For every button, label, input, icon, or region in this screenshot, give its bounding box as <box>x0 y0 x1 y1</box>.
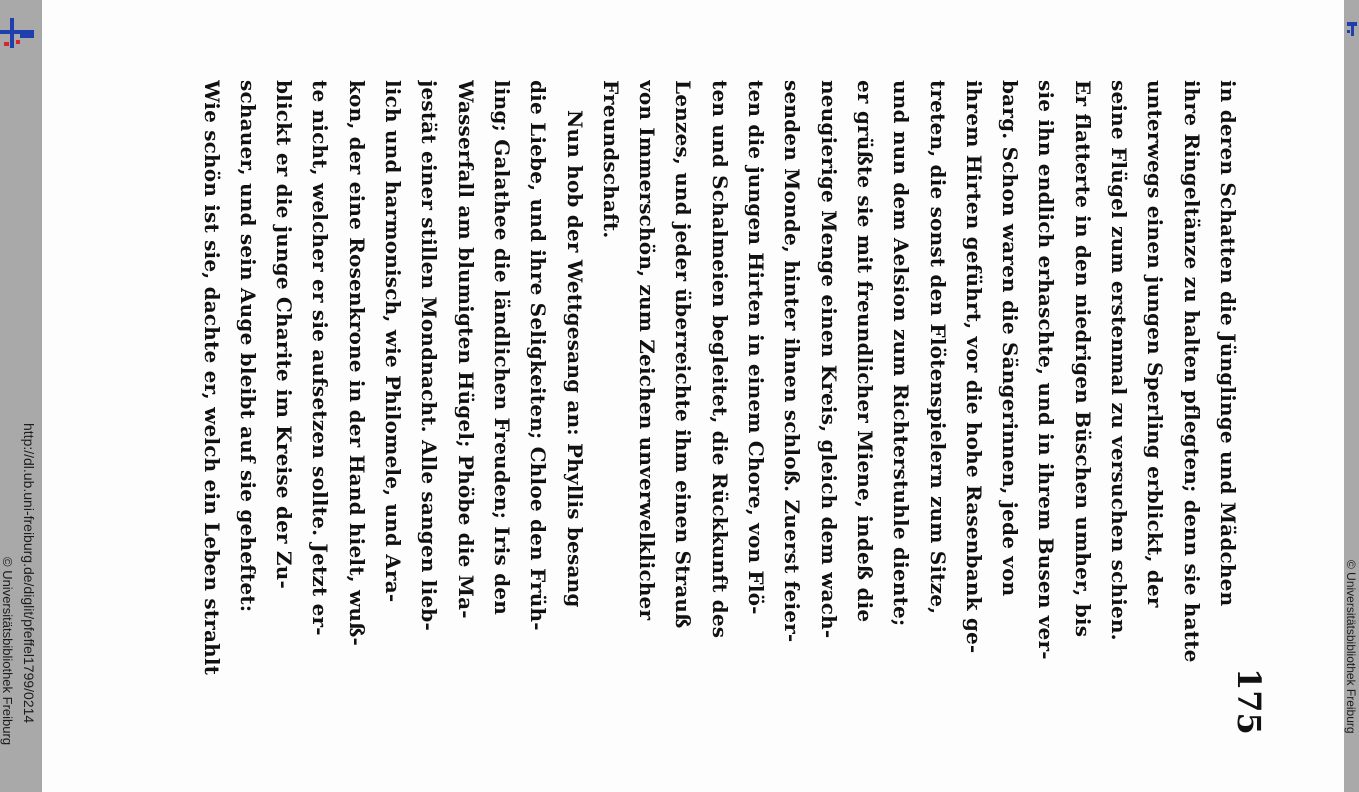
text-line: Nun hob der Wettgesang an: Phyllis besang <box>562 110 587 608</box>
text-line: unterwegs einen jungen Sperling erblickt, der <box>1143 80 1168 608</box>
page-number: 175 <box>1230 668 1268 735</box>
page-text-block <box>150 80 1240 725</box>
text-line: in deren Schatten die Jünglinge und Mädchen <box>1216 80 1240 607</box>
text-line: ten die jungen Hirten in einem Chore, von Flö- <box>744 80 769 615</box>
text-line: er grüßte sie mit freundlicher Miene, indeß die <box>853 80 877 623</box>
text-line: treten, die sonst den Flötenspielern zum Sitze, <box>925 80 950 615</box>
text-line: schauer, und sein Auge bleibt auf sie geheftet: <box>235 80 260 613</box>
text-line: ling; Galathee die ländlichen Freuden; Iris den <box>490 80 514 615</box>
copyright-notice: © Universitätsbibliothek Freiburg <box>0 557 15 746</box>
text-line: sie ihn endlich erhaschte, und in ihrem Busen ver- <box>1034 80 1059 660</box>
copyright-notice-right: © Universitätsbibliothek Freiburg <box>1344 560 1358 734</box>
text-line: seine Flügel zum erstenmal zu versuchen schien. <box>1107 80 1132 641</box>
ub-freiburg-logo-small-icon <box>1347 22 1357 36</box>
text-line: neugierige Menge einen Kreis, gleich dem wach- <box>816 80 841 639</box>
text-line: blickt er die junge Charite im Kreise der Zu- <box>272 80 297 589</box>
document-url[interactable]: http://dl.ub.uni-freiburg.de/diglit/pfeffel1799/0214 <box>21 423 37 724</box>
text-line: kon, der eine Rosenkrone in der Hand hielt, wuß- <box>344 80 369 647</box>
text-line: jestät einer stillen Mondnacht. Alle sangen lieb- <box>417 80 442 631</box>
text-line: ten und Schalmeien begleitet, die Rückkunft des <box>707 80 732 639</box>
text-line: Wasserfall am blumigten Hügel; Phöbe die Ma- <box>453 80 478 619</box>
text-line: lich und harmonisch, wie Philomele, und Ara- <box>381 80 406 603</box>
text-line: Wie schön ist sie, dachte er, welch ein Leben strahlt <box>199 80 224 676</box>
text-line: barg. Schon waren die Sängerinnen, jede von <box>998 80 1023 597</box>
text-line: ihrem Hirten geführt, vor die hohe Rasenbank ge- <box>961 80 986 654</box>
text-line: Lenzes, und jeder überreichte ihm einen Strauß <box>671 80 696 629</box>
text-line: Er flatterte in den niedrigen Büschen umher, bis <box>1070 80 1095 638</box>
text-line: die Liebe, und ihre Seligkeiten; Chloe den Früh- <box>526 80 551 631</box>
text-line: ihre Ringeltänze zu halten pflegten; denn sie hatte <box>1179 80 1204 663</box>
text-line: von Immerschön, zum Zeichen unverwelklicher <box>635 80 660 621</box>
ub-freiburg-logo-icon[interactable] <box>0 18 34 48</box>
text-line: Freundschaft. <box>598 80 623 239</box>
left-sidebar-strip <box>0 0 40 792</box>
text-line: und nun dem Aelsion zum Richterstuhle diente; <box>889 80 914 627</box>
text-line: senden Monde, hinter ihnen schloß. Zuerst feier- <box>780 80 805 643</box>
text-line: te nicht, welcher er sie aufsetzen sollte. Jetzt er- <box>308 80 333 636</box>
